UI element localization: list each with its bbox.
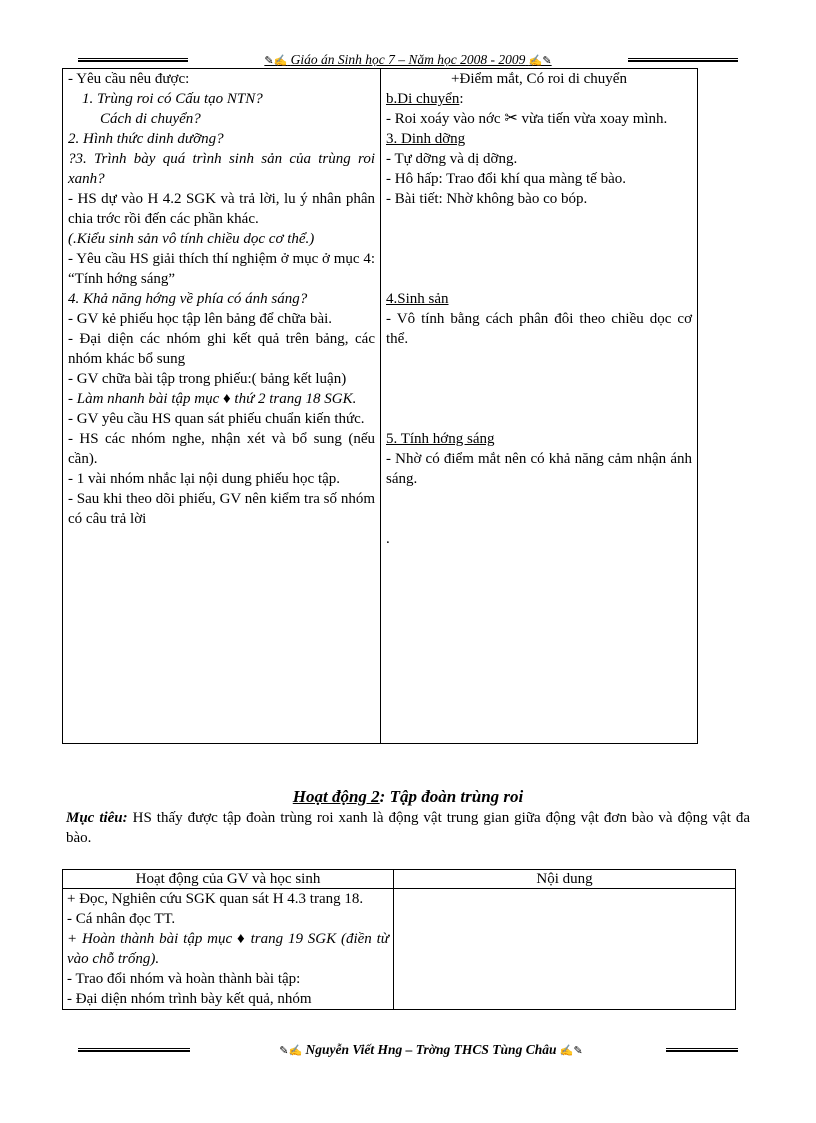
header-title: ✎✍ Giáo án Sinh học 7 – Năm học 2008 - 2009 ✍✎ xyxy=(264,52,552,67)
text-line: - Nhờ có điểm mắt nên có khả năng cảm nhận ánh sáng. xyxy=(386,451,692,487)
section-heading: 5. Tính hớng sáng xyxy=(386,431,495,447)
activity-2-title: Hoạt động 2: Tập đoàn trùng roi xyxy=(292,787,524,806)
question-line: 2. Hình thức dinh dưỡng? xyxy=(68,131,224,147)
page-footer xyxy=(78,1042,738,1060)
text-line: - Tự dỡng và dị dỡng. xyxy=(386,151,518,167)
text-line: +Điểm mắt, Có roi di chuyển xyxy=(451,71,627,87)
text-line: - Vô tính bằng cách phân đôi theo chiều dọc cơ thể. xyxy=(386,311,692,347)
pencil-ornament-icon: ✎✍ xyxy=(279,1045,303,1057)
text-line: - Trao đổi nhóm và hoàn thành bài tập: xyxy=(67,971,301,987)
table1-activity-column xyxy=(63,69,381,744)
text-line: - Đại diện nhóm trình bày kết quả, nhóm xyxy=(67,991,312,1007)
header-rule-right xyxy=(628,58,738,62)
text-line: - HS các nhóm nghe, nhận xét và bổ sung (nếu cần). xyxy=(68,431,375,467)
question-line: 1. Trùng roi có Cấu tạo NTN? xyxy=(82,91,263,107)
text-line: - Roi xoáy vào nớc ✂ vừa tiến vừa xoay mình. xyxy=(386,110,668,127)
task-line: - Làm nhanh bài tập mục ♦ thứ 2 trang 18 SGK. xyxy=(68,391,357,407)
task-line: + Hoàn thành bài tập mục ♦ trang 19 SGK (điền từ vào chỗ trống). xyxy=(67,931,389,967)
footer-rule-right xyxy=(666,1048,738,1052)
question-line: Cách di chuyển? xyxy=(100,111,201,127)
question-line: ?3. Trình bày quá trình sinh sản của trùng roi xanh? xyxy=(68,151,375,187)
text-line: - Đại diện các nhóm ghi kết quả trên bảng, các nhóm khác bổ sung xyxy=(68,331,375,367)
text-line: - Hô hấp: Trao đổi khí qua màng tế bào. xyxy=(386,171,626,187)
question-line: 4. Khả năng hớng về phía có ánh sáng? xyxy=(68,291,308,307)
lesson-table-1 xyxy=(62,68,698,744)
section-heading: 3. Dinh dỡng xyxy=(386,131,466,147)
text-line: - GV yêu cầu HS quan sát phiếu chuẩn kiến thức. xyxy=(68,411,365,427)
pencil-ornament-icon: ✎✍ xyxy=(264,55,288,67)
text-line: - Cá nhân đọc TT. xyxy=(67,911,176,927)
text-line: . xyxy=(386,531,390,547)
activity-2-section xyxy=(66,787,750,848)
text-line: + Đọc, Nghiên cứu SGK quan sát H 4.3 trang 18. xyxy=(67,891,364,907)
section-heading: b.Di chuyển: xyxy=(386,91,464,107)
text-line: - Yêu cầu HS giải thích thí nghiệm ở mục ở mục 4: “Tính hớng sáng” xyxy=(68,251,375,287)
pencil-ornament-icon: ✍✎ xyxy=(528,55,552,67)
text-line: - GV chữa bài tập trong phiếu:( bảng kết luận) xyxy=(68,371,347,387)
text-line: - Sau khi theo dõi phiếu, GV nên kiểm tra số nhóm có câu trả lời xyxy=(68,491,375,527)
header-rule-left xyxy=(78,58,188,62)
table2-activity-column xyxy=(63,889,394,1010)
lesson-table-2 xyxy=(62,869,736,1010)
note-line: (.Kiểu sinh sản vô tính chiều dọc cơ thể.) xyxy=(68,231,315,247)
text-line: - Yêu cầu nêu được: xyxy=(68,71,190,87)
table2-content-column xyxy=(394,889,736,1010)
text-line: - HS dự vào H 4.2 SGK và trả lời, lu ý nhân phân chia trớc rồi đến các phần khác. xyxy=(68,191,375,227)
footer-author: ✎✍ Nguyễn Viết Hng – Trờng THCS Tùng Châu ✍✎ xyxy=(279,1042,583,1057)
objective: Mục tiêu: HS thấy được tập đoàn trùng roi xanh là động vật trung gian giữa động vật đơn bào và động vật đa bào. xyxy=(66,810,751,846)
table2-header-content: Nội dung xyxy=(394,870,736,889)
scissors-icon: ✂ xyxy=(504,110,518,127)
pencil-ornament-icon: ✍✎ xyxy=(559,1045,583,1057)
section-heading: 4.Sinh sản xyxy=(386,291,449,307)
text-line: - 1 vài nhóm nhắc lại nội dung phiếu học tập. xyxy=(68,471,341,487)
footer-rule-left xyxy=(78,1048,190,1052)
table2-header-activity: Hoạt động của GV và học sinh xyxy=(63,870,394,889)
table1-content-column xyxy=(381,69,698,744)
text-line: - GV kẻ phiếu học tập lên bảng để chữa bài. xyxy=(68,311,333,327)
text-line: - Bài tiết: Nhờ không bào co bóp. xyxy=(386,191,588,207)
